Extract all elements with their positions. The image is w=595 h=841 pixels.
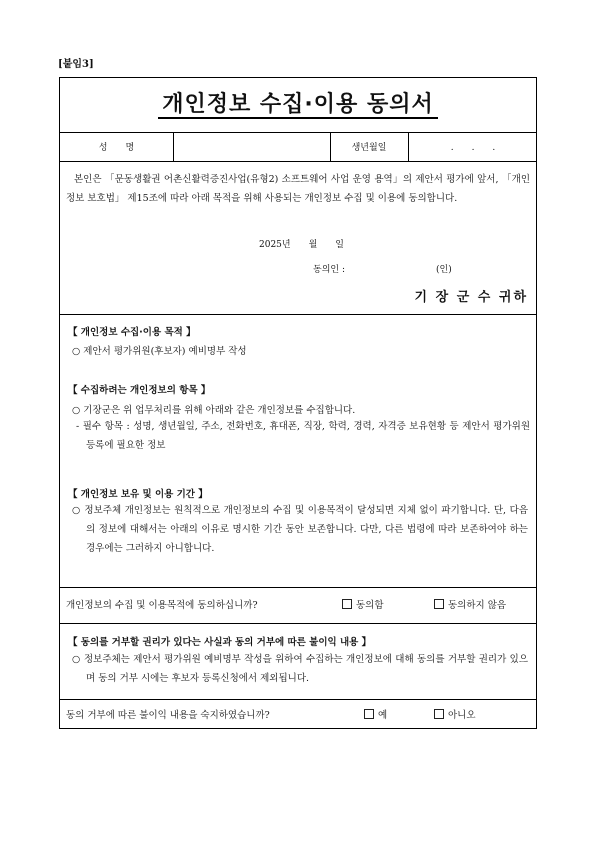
- divider: [60, 161, 536, 162]
- yes-checkbox[interactable]: [364, 709, 374, 719]
- divider: [173, 132, 174, 161]
- retention-heading: 【 개인정보 보유 및 이용 기간 】: [68, 489, 208, 500]
- disagree-option[interactable]: 동의하지 않음: [434, 597, 506, 611]
- birth-field[interactable]: . . .: [450, 143, 496, 153]
- agree-option[interactable]: 동의함: [342, 597, 384, 611]
- form-title: 개인정보 수집·이용 동의서: [60, 87, 536, 118]
- divider: [60, 314, 536, 315]
- agree-checkbox[interactable]: [342, 599, 352, 609]
- yes-option[interactable]: 예: [364, 707, 387, 721]
- acknowledge-question: 동의 거부에 따른 불이익 내용을 숙지하였습니까?: [66, 710, 270, 721]
- consent-question: 개인정보의 수집 및 이용목적에 동의하십니까?: [66, 600, 258, 611]
- divider: [60, 132, 536, 133]
- attachment-label: [붙임3]: [58, 59, 94, 70]
- no-checkbox[interactable]: [434, 709, 444, 719]
- consent-date: 2025년 월 일: [259, 240, 344, 250]
- items-required: - 필수 항목 : 성명, 생년월일, 주소, 전화번호, 휴대폰, 직장, 학력, 경력, 자격증 보유현황 등 제안서 평가위원 등록에 필요한 정보: [76, 421, 530, 451]
- purpose-item: ○ 제안서 평가위원(후보자) 예비명부 작성: [72, 346, 247, 357]
- divider: [60, 623, 536, 624]
- items-intro: ○ 기장군은 위 업무처리를 위해 아래와 같은 개인정보를 수집합니다.: [72, 405, 356, 416]
- items-heading: 【 수집하려는 개인정보의 항목 】: [68, 385, 211, 396]
- birth-label: 생년월일: [351, 143, 387, 153]
- consent-form: [59, 77, 537, 729]
- retention-item: ○ 정보주체 개인정보는 원칙적으로 개인정보의 수집 및 이용목적이 달성되면 지체 없이 파기합니다. 단, 다음의 정보에 대해서는 아래의 이유로 명시한 기간 동안 보존합니다. 다만, 다른 법령에 따라 보존하여야 하는 경우에는 그러하지 아니합니다.: [72, 505, 528, 554]
- refusal-item: ○ 정보주체는 제안서 평가위원 예비명부 작성을 위하여 수집하는 개인정보에 대해 동의를 거부할 권리가 있으며 동의 거부 시에는 후보자 등록신청에서 제외됩니다.: [72, 654, 528, 684]
- signer-label: 동의인 :: [313, 265, 345, 275]
- addressee: 기 장 군 수 귀하: [414, 290, 528, 305]
- refusal-heading: 【 동의를 거부할 권리가 있다는 사실과 동의 거부에 따른 불이익 내용 】: [68, 637, 372, 648]
- purpose-heading: 【 개인정보 수집·이용 목적 】: [68, 327, 196, 338]
- name-label: 성 명: [98, 143, 135, 153]
- consent-statement: 본인은 「문동생활권 어촌신활력증진사업(유형2) 소프트웨어 사업 운영 용역」의 제안서 평가에 앞서, 「개인정보 보호법」 제15조에 따라 아래 목적을 위해 사용되는 개인정보 수집 및 이용에 동의합니다.: [66, 174, 530, 204]
- no-option[interactable]: 아니오: [434, 707, 476, 721]
- disagree-checkbox[interactable]: [434, 599, 444, 609]
- seal-mark: (인): [436, 265, 452, 275]
- divider: [60, 587, 536, 588]
- divider: [60, 699, 536, 700]
